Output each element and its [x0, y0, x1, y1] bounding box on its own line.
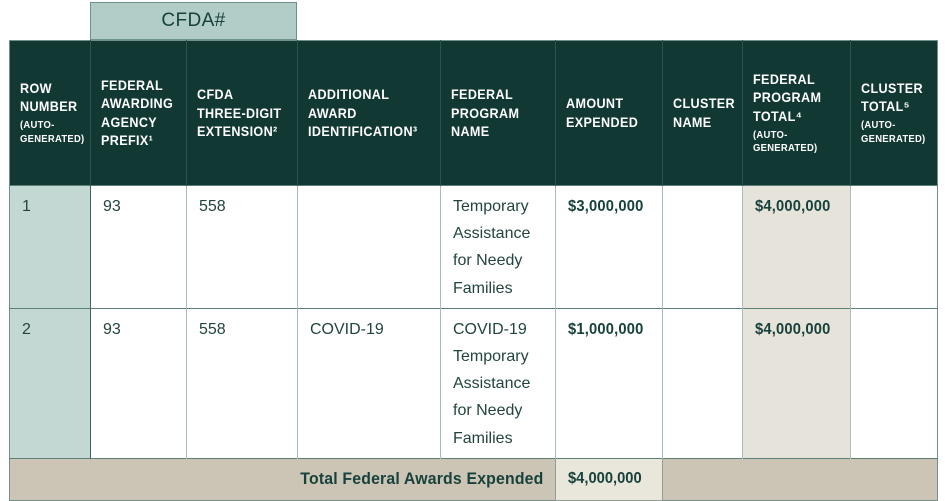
federal-program-total-value: $4,000,000 [755, 198, 831, 215]
header-cluster-name [663, 41, 743, 186]
header-row-number-sub: (AUTO-GENERATED) [20, 119, 85, 146]
cell-federal-program-total [743, 186, 851, 309]
header-federal-program-total-label: FEDERAL PROGRAM TOTAL⁴ [753, 70, 822, 124]
cell-additional-award-id: COVID-19 [298, 308, 441, 458]
header-program-name [441, 41, 556, 186]
cell-cluster-total [851, 308, 938, 458]
header-agency-prefix-label: FEDERAL AWARDING AGENCY PREFIX¹ [101, 76, 174, 149]
header-agency-prefix [91, 41, 187, 186]
cell-program-name: Temporary Assistance for Needy Families [441, 186, 556, 309]
header-cfda-extension-label: CFDA THREE-DIGIT EXTENSION² [197, 86, 282, 139]
header-cluster-total-sub: (AUTO-GENERATED) [861, 119, 926, 146]
cell-additional-award-id [298, 186, 441, 309]
amount-expended-value: $3,000,000 [568, 198, 644, 215]
cell-amount-expended [556, 186, 663, 309]
total-amount-value: $4,000,000 [568, 470, 642, 488]
cell-row-number: 1 [10, 186, 91, 309]
total-row-filler [663, 458, 938, 500]
header-cluster-total-label: CLUSTER TOTAL⁵ [861, 79, 924, 115]
header-federal-program-total-sub: (AUTO-GENERATED) [753, 128, 818, 155]
cell-federal-program-total [743, 308, 851, 458]
cell-cfda-extension: 558 [187, 186, 298, 309]
header-program-name-label: FEDERAL PROGRAM NAME [451, 86, 520, 139]
total-row [10, 458, 938, 500]
federal-program-total-value: $4,000,000 [755, 320, 831, 338]
header-row-number-label: ROW NUMBER [20, 79, 78, 115]
cell-row-number: 2 [10, 308, 91, 458]
header-additional-award-id [298, 41, 441, 186]
header-cfda-extension [187, 41, 298, 186]
cfda-span-label-text: CFDA# [161, 10, 226, 31]
cell-program-name: COVID-19 Temporary Assistance for Needy Families [441, 308, 556, 458]
header-additional-award-id-label: ADDITIONAL AWARD IDENTIFICATION³ [308, 86, 418, 139]
cell-agency-prefix: 93 [91, 308, 187, 458]
total-label-text: Total Federal Awards Expended [299, 469, 543, 489]
amount-expended-value: $1,000,000 [568, 320, 644, 338]
table-row [10, 186, 938, 309]
total-label-cell [10, 458, 556, 500]
header-row-number [10, 41, 91, 186]
header-federal-program-total [743, 41, 851, 186]
cell-cluster-total [851, 186, 938, 309]
federal-awards-table [9, 40, 938, 501]
header-amount-expended-label: AMOUNT EXPENDED [566, 95, 639, 130]
cfda-span-label [90, 2, 297, 40]
header-cluster-total [851, 41, 938, 186]
table-row [10, 308, 938, 458]
cell-cfda-extension: 558 [187, 308, 298, 458]
cell-cluster-name [663, 186, 743, 309]
header-row [10, 41, 938, 186]
header-cluster-name-label: CLUSTER NAME [673, 95, 736, 130]
total-amount-cell [556, 458, 663, 500]
cell-amount-expended [556, 308, 663, 458]
header-amount-expended [556, 41, 663, 186]
cell-cluster-name [663, 308, 743, 458]
cell-agency-prefix: 93 [91, 186, 187, 309]
